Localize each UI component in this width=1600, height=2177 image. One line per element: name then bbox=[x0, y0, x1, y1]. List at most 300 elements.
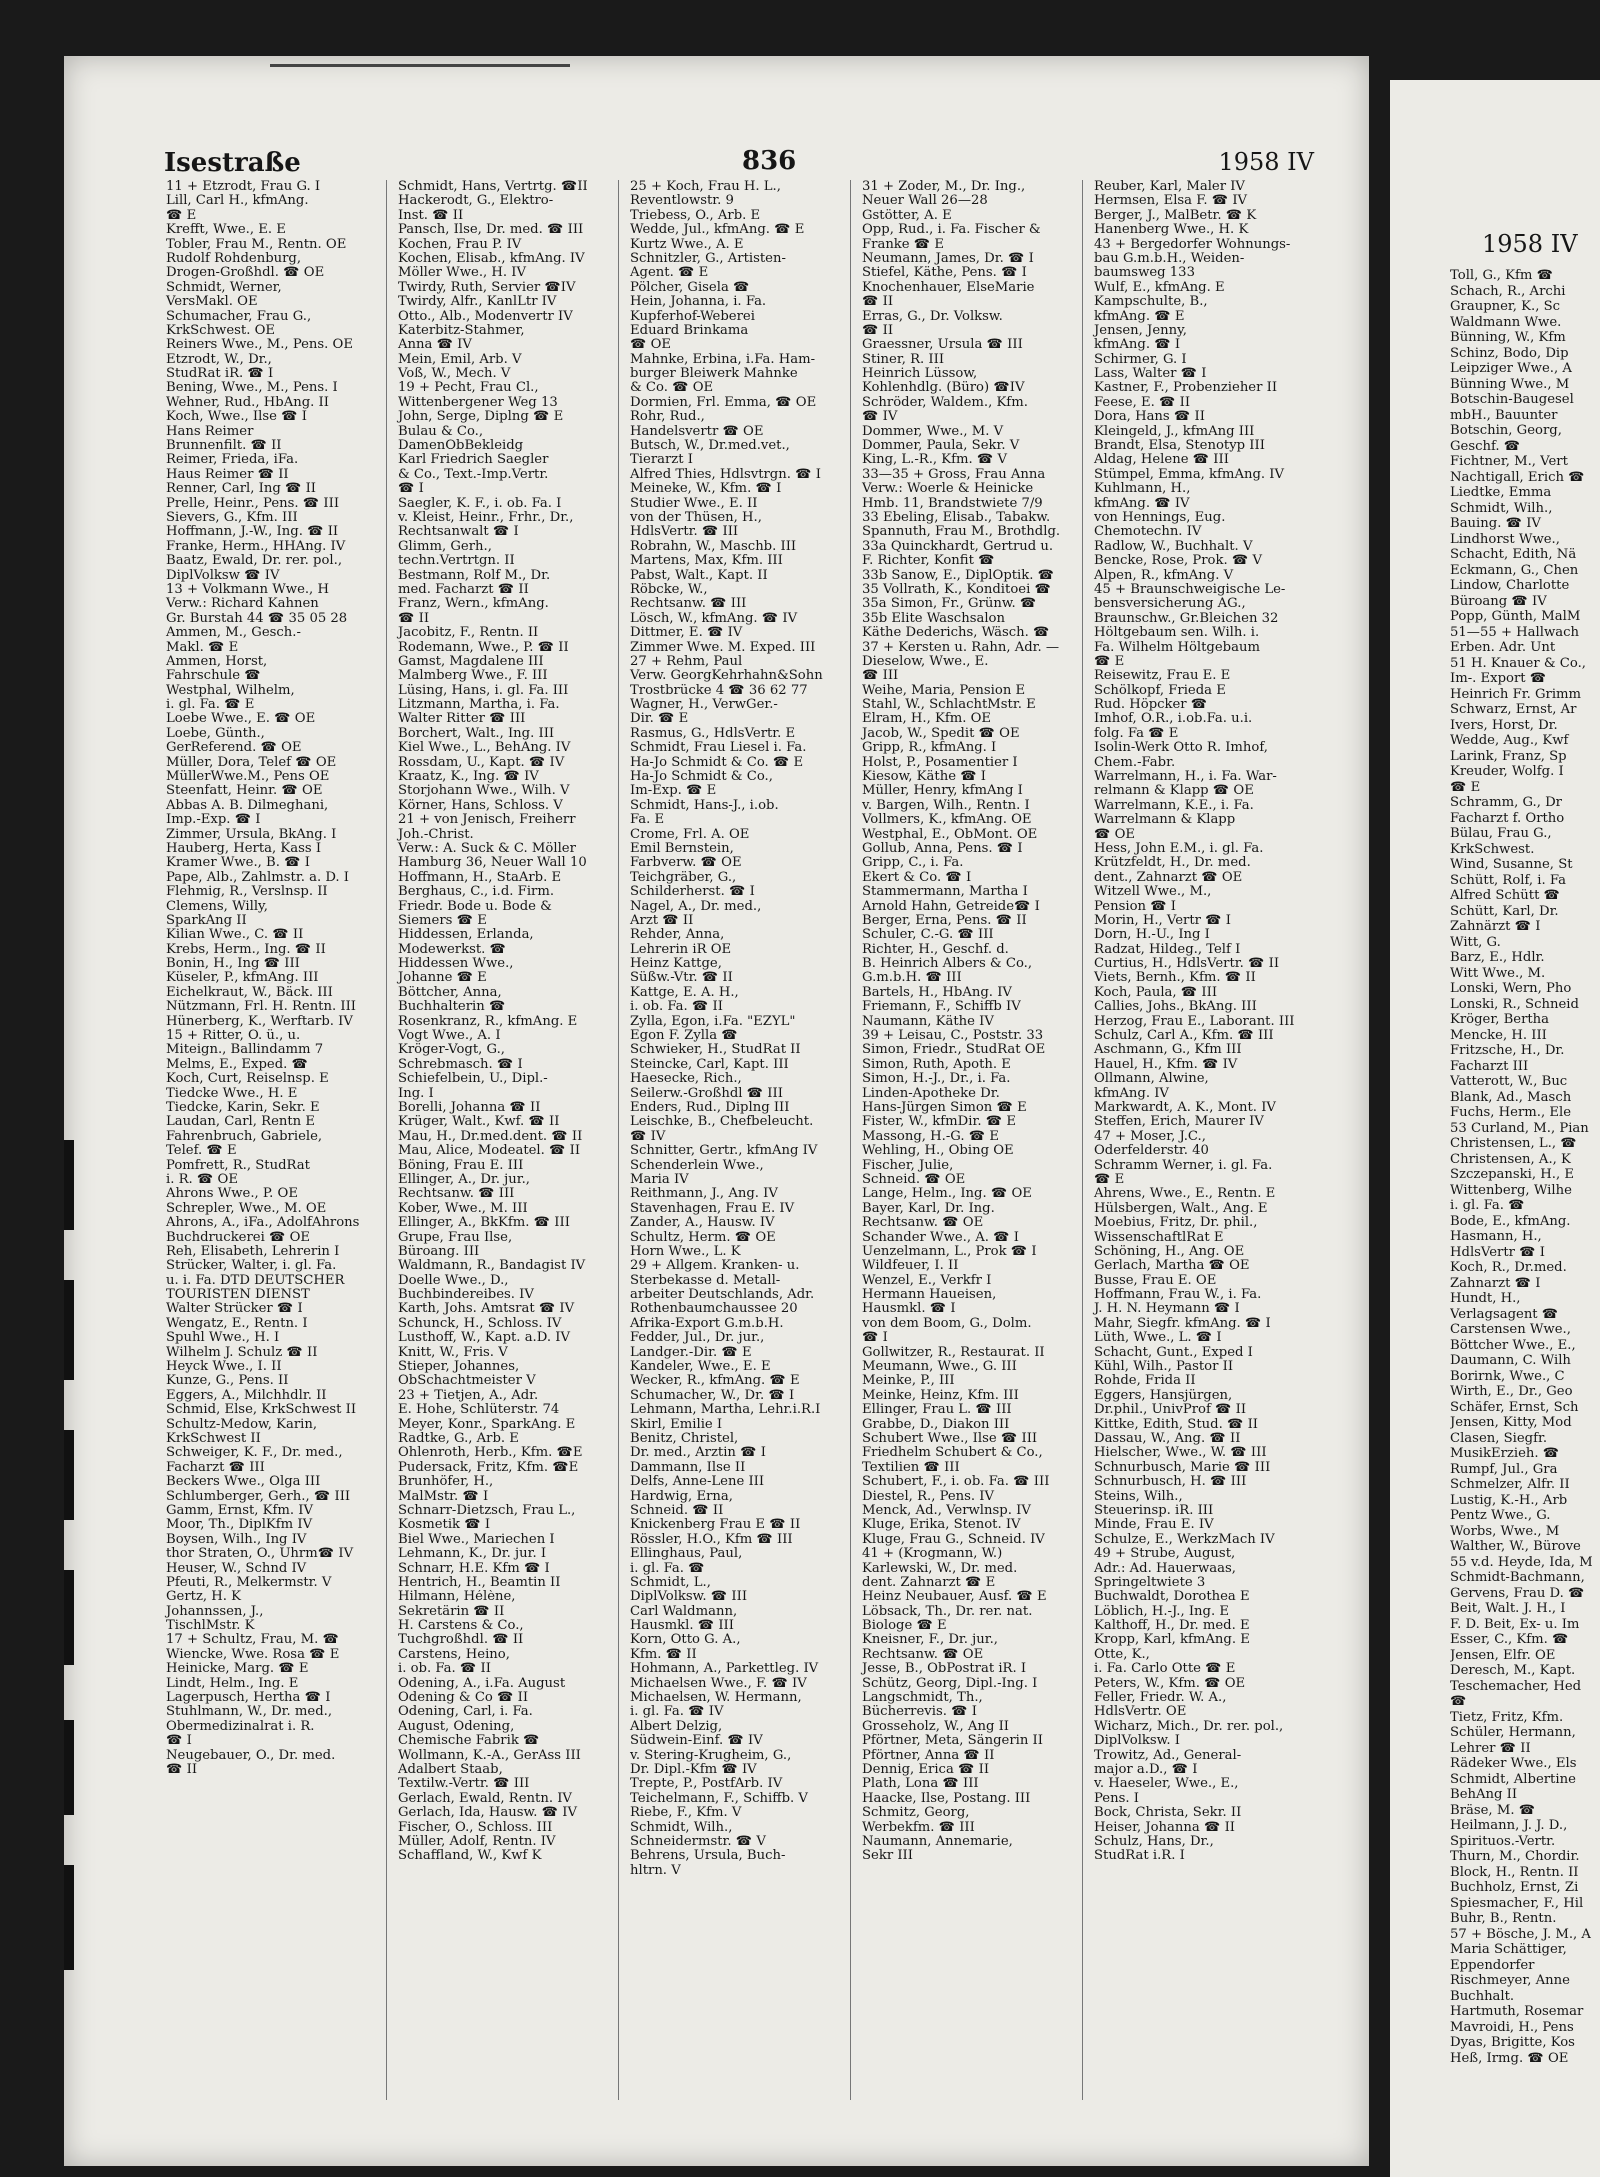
directory-entry: Steincke, Carl, Kapt. III bbox=[630, 1057, 789, 1072]
directory-entry: Pomfrett, R., StudRat bbox=[166, 1158, 310, 1173]
directory-entry: Stümpel, Emma, kfmAng. IV bbox=[1094, 467, 1285, 482]
directory-entry: Lehmann, Martha, Lehr.i.R.I bbox=[630, 1403, 821, 1418]
directory-entry: Heinrich Lüssow, bbox=[862, 367, 978, 382]
directory-entry: Jensen, Kitty, Mod bbox=[1450, 1415, 1572, 1430]
directory-entry: Stavenhagen, Frau E. IV bbox=[630, 1201, 795, 1216]
directory-entry: Kastner, F., Probenzieher II bbox=[1094, 381, 1278, 396]
directory-entry: Alfred Thies, Hdlsvtrgn. ☎ I bbox=[630, 467, 821, 482]
directory-entry: Südwein-Einf. ☎ IV bbox=[630, 1734, 763, 1749]
directory-entry: kfmAng. ☎ IV bbox=[1094, 496, 1190, 511]
directory-entry: Richter, H., Geschf. d. bbox=[862, 942, 1009, 957]
directory-entry: Heinrich Fr. Grimm bbox=[1450, 686, 1582, 702]
directory-entry: Heilmann, J. J. D., bbox=[1450, 1818, 1568, 1833]
directory-entry: Zahnärzt ☎ I bbox=[1450, 919, 1541, 934]
right-page-header: 1958 IV bbox=[1482, 230, 1578, 258]
directory-entry: GerReferend. ☎ OE bbox=[166, 741, 302, 756]
directory-entry: Hartmuth, Rosemar bbox=[1450, 2004, 1584, 2019]
directory-entry: Naumann, Käthe IV bbox=[862, 1014, 994, 1029]
directory-entry: 29 + Allgem. Kranken- u. bbox=[630, 1259, 800, 1274]
directory-entry: Friedr. Bode u. Bode & bbox=[398, 899, 552, 914]
directory-entry: HdlsVertr. ☎ III bbox=[630, 525, 739, 540]
directory-entry: Modewerkst. ☎ bbox=[398, 942, 506, 957]
directory-entry: Aschmann, G., Kfm III bbox=[1094, 1043, 1242, 1058]
directory-entry: DamenObBekleidg bbox=[398, 439, 524, 454]
directory-entry: Höltgebaum sen. Wilh. i. bbox=[1094, 626, 1260, 641]
directory-entry: Schmid, Else, KrkSchwest II bbox=[166, 1403, 357, 1418]
directory-entry: Schubert Wwe., Ilse ☎ III bbox=[862, 1431, 1038, 1446]
directory-entry: Simon, H.-J., Dr., i. Fa. bbox=[862, 1072, 1011, 1087]
directory-entry: Bünning Wwe., M bbox=[1450, 376, 1570, 392]
directory-entry: med. Facharzt ☎ II bbox=[398, 582, 529, 597]
directory-entry: Jacob, W., Spedit ☎ OE bbox=[862, 726, 1020, 741]
directory-entry: Loebe, Günth., bbox=[166, 726, 265, 741]
directory-entry: Kochen, Frau P. IV bbox=[398, 237, 522, 252]
directory-entry: Schramm, G., Dr bbox=[1450, 795, 1562, 810]
directory-entry: Hanenberg Wwe., H. K bbox=[1094, 223, 1249, 238]
directory-entry: Heinz Kattge, bbox=[630, 957, 722, 972]
directory-entry: Schneid. ☎ OE bbox=[862, 1172, 966, 1187]
directory-entry: Reisewitz, Frau E. E bbox=[1094, 669, 1231, 684]
directory-entry: Mavroidi, H., Pens bbox=[1450, 2019, 1574, 2035]
directory-entry: Hein, Johanna, i. Fa. bbox=[630, 295, 767, 310]
directory-entry: Küseler, P., kfmAng. III bbox=[166, 971, 319, 986]
directory-entry: Boysen, Wilh., Ing IV bbox=[166, 1532, 307, 1547]
directory-entry: 49 + Strube, August, bbox=[1094, 1547, 1236, 1562]
directory-entry: Schlumberger, Gerh., ☎ III bbox=[166, 1489, 351, 1504]
directory-entry: Loebe Wwe., E. ☎ OE bbox=[166, 712, 316, 727]
directory-entry: Bestmann, Rolf M., Dr. bbox=[398, 568, 551, 583]
directory-entry: Schiefelbein, U., Dipl.- bbox=[398, 1072, 548, 1087]
directory-entry: Wittenberg, Wilhe bbox=[1450, 1182, 1572, 1198]
directory-entry: Schnurbusch, Marie ☎ III bbox=[1094, 1460, 1271, 1475]
directory-entry: Verlagsagent ☎ bbox=[1450, 1306, 1559, 1322]
directory-entry: Neuer Wall 26—28 bbox=[862, 194, 988, 209]
column-3 bbox=[628, 180, 851, 2100]
directory-entry: Reuber, Karl, Maler IV bbox=[1094, 180, 1245, 194]
directory-entry: Schnurbusch, H. ☎ III bbox=[1094, 1475, 1247, 1490]
directory-entry: Wind, Susanne, St bbox=[1450, 857, 1573, 872]
directory-entry: Odening, A., i.Fa. August bbox=[398, 1676, 566, 1691]
directory-entry: H. Carstens & Co., bbox=[398, 1619, 524, 1634]
directory-entry: Zimmer, Ursula, BkAng. I bbox=[166, 827, 337, 842]
directory-entry: Vollmers, K., kfmAng. OE bbox=[862, 813, 1032, 828]
directory-entry: Schmitz, Georg, bbox=[862, 1806, 970, 1821]
directory-entry: Witzell Wwe., M., bbox=[1094, 885, 1212, 900]
directory-entry: Pansch, Ilse, Dr. med. ☎ III bbox=[398, 223, 584, 238]
directory-entry: 33—35 + Gross, Frau Anna bbox=[862, 467, 1046, 482]
directory-entry: i. ob. Fa. ☎ II bbox=[398, 1662, 491, 1677]
directory-entry: i. gl. Fa. ☎ E bbox=[166, 698, 255, 713]
directory-entry: Karl Friedrich Saegler bbox=[398, 453, 549, 468]
directory-entry: 35 Vollrath, K., Konditoei ☎ bbox=[862, 582, 1051, 597]
directory-entry: Eppendorfer bbox=[1450, 1957, 1535, 1973]
directory-entry: Kropp, Karl, kfmAng. E bbox=[1094, 1633, 1250, 1648]
directory-entry: v. Bargen, Wilh., Rentn. I bbox=[862, 798, 1030, 813]
directory-entry: Karlewski, W., Dr. med. bbox=[862, 1561, 1018, 1576]
directory-entry: 55 v.d. Heyde, Ida, M bbox=[1450, 1554, 1593, 1570]
directory-entry: Eduard Brinkama bbox=[630, 323, 749, 338]
directory-entry: F. Richter, Konfit ☎ bbox=[862, 554, 995, 569]
directory-entry: Im-Exp. ☎ E bbox=[630, 784, 717, 799]
directory-entry: Christensen, L., ☎ bbox=[1450, 1136, 1577, 1151]
directory-entry: Buhr, B., Rentn. bbox=[1450, 1911, 1557, 1926]
directory-entry: Kleingeld, J., kfmAng III bbox=[1094, 424, 1255, 439]
directory-entry: ☎ I bbox=[166, 1734, 192, 1749]
directory-entry: Reventlowstr. 9 bbox=[630, 194, 734, 209]
directory-entry: Verw. GeorgKehrhahn&Sohn bbox=[630, 669, 823, 684]
directory-entry: Afrika-Export G.m.b.H. bbox=[630, 1316, 784, 1331]
directory-entry: Rechtsanw. ☎ III bbox=[398, 1187, 515, 1202]
top-rule bbox=[270, 64, 570, 67]
directory-entry: Westphal, Wilhelm, bbox=[166, 683, 295, 698]
directory-entry: Sekretärin ☎ II bbox=[398, 1604, 505, 1619]
directory-entry: Hoffmann, J.-W., Ing. ☎ II bbox=[166, 525, 339, 540]
right-page bbox=[1390, 80, 1600, 2177]
directory-entry: u. i. Fa. DTD DEUTSCHER bbox=[166, 1273, 345, 1288]
directory-entry: Schmidt, Albertine bbox=[1450, 1771, 1576, 1787]
directory-entry: Kröger, Bertha bbox=[1450, 1012, 1550, 1027]
directory-entry: Textilien ☎ III bbox=[862, 1460, 960, 1475]
directory-entry: Textilw.-Vertr. ☎ III bbox=[398, 1777, 530, 1792]
directory-entry: Drogen-Großhdl. ☎ OE bbox=[166, 266, 325, 281]
directory-entry: Otto., Alb., Modenvertr IV bbox=[398, 309, 573, 324]
directory-entry: ☎ E bbox=[1094, 1172, 1125, 1187]
directory-entry: Stiner, R. III bbox=[862, 352, 945, 367]
directory-entry: Beckers Wwe., Olga III bbox=[166, 1475, 321, 1490]
directory-entry: Steins, Wilh., bbox=[1094, 1489, 1183, 1504]
directory-entry: Meinke, Heinz, Kfm. III bbox=[862, 1388, 1019, 1403]
directory-entry: Schubert, F., i. ob. Fa. ☎ III bbox=[862, 1475, 1050, 1490]
directory-entry: Hiddessen, Erlanda, bbox=[398, 928, 534, 943]
directory-entry: Schramm Werner, i. gl. Fa. bbox=[1094, 1158, 1273, 1173]
directory-entry: Bülau, Frau G., bbox=[1450, 826, 1552, 841]
directory-entry: Chemotechn. IV bbox=[1094, 525, 1202, 540]
directory-entry: Riebe, F., Kfm. V bbox=[630, 1806, 742, 1821]
directory-entry: i. gl. Fa. ☎ bbox=[1450, 1198, 1525, 1213]
directory-entry: Böning, Frau E. III bbox=[398, 1158, 524, 1173]
directory-entry: Kober, Wwe., M. III bbox=[398, 1201, 528, 1216]
directory-entry: J. H. N. Heymann ☎ I bbox=[1094, 1302, 1240, 1317]
directory-entry: Werbekfm. ☎ III bbox=[862, 1820, 975, 1835]
directory-entry: KrkSchwest II bbox=[166, 1431, 261, 1446]
directory-entry: Stiefel, Käthe, Pens. ☎ I bbox=[862, 266, 1027, 281]
directory-entry: Gstötter, A. E bbox=[862, 208, 952, 223]
directory-entry: TischlMstr. K bbox=[166, 1619, 255, 1634]
directory-entry: Schmidt, Frau Liesel i. Fa. bbox=[630, 741, 807, 756]
directory-entry: Walter Strücker ☎ I bbox=[166, 1302, 303, 1317]
directory-entry: Botschin-Baugesel bbox=[1450, 392, 1574, 407]
directory-entry: Imp.-Exp. ☎ I bbox=[166, 813, 261, 828]
directory-entry: ObSchachtmeister V bbox=[398, 1374, 536, 1389]
directory-entry: Koch, Wwe., Ilse ☎ I bbox=[166, 410, 307, 425]
directory-entry: bau G.m.b.H., Weiden- bbox=[1094, 251, 1245, 266]
directory-entry: Katerbitz-Stahmer, bbox=[398, 323, 525, 338]
directory-entry: 31 + Zoder, M., Dr. Ing., bbox=[862, 180, 1026, 194]
directory-entry: KrkSchwest. bbox=[1450, 841, 1535, 857]
directory-entry: Pölcher, Gisela ☎ bbox=[630, 280, 750, 295]
directory-entry: Zimmer Wwe. M. Exped. III bbox=[630, 640, 816, 655]
directory-entry: Buchhalt. bbox=[1450, 1988, 1515, 2004]
directory-entry: Wengatz, E., Rentn. I bbox=[166, 1316, 308, 1331]
directory-entry: Fichtner, M., Vert bbox=[1450, 454, 1568, 469]
directory-entry: Etzrodt, W., Dr., bbox=[166, 352, 272, 367]
directory-entry: Haesecke, Rich., bbox=[630, 1072, 742, 1087]
directory-entry: Pens. I bbox=[1094, 1791, 1139, 1806]
directory-entry: Nützmann, Frl. H. Rentn. III bbox=[166, 1000, 356, 1015]
directory-entry: Bücherrevis. ☎ I bbox=[862, 1705, 977, 1720]
directory-entry: Seilerw.-Großhdl ☎ III bbox=[630, 1086, 783, 1101]
directory-entry: Dorn, H.-U., Ing I bbox=[1094, 928, 1210, 943]
directory-entry: ☎ II bbox=[166, 1762, 198, 1777]
directory-entry: Ollmann, Alwine, bbox=[1094, 1072, 1209, 1087]
directory-entry: Wedde, Aug., Kwf bbox=[1450, 733, 1569, 748]
directory-entry: 33b Sanow, E., DiplOptik. ☎ bbox=[862, 568, 1055, 583]
directory-entry: Schultz, Herm. ☎ OE bbox=[630, 1230, 776, 1245]
directory-entry: Carstensen Wwe., bbox=[1450, 1322, 1571, 1337]
directory-entry: techn.Vertrtgn. II bbox=[398, 554, 515, 569]
directory-entry: Graupner, K., Sc bbox=[1450, 299, 1561, 314]
directory-entry: Eichelkraut, W., Bäck. III bbox=[166, 985, 333, 1000]
directory-entry: Hohmann, A., Parkettleg. IV bbox=[630, 1662, 819, 1677]
directory-entry: Wehner, Rud., HbAng. II bbox=[166, 395, 329, 410]
directory-entry: Bartels, H., HbAng. IV bbox=[862, 985, 1012, 1000]
directory-entry: Wicharz, Mich., Dr. rer. pol., bbox=[1094, 1719, 1284, 1734]
directory-entry: Minde, Frau E. IV bbox=[1094, 1518, 1214, 1533]
directory-entry: ☎ OE bbox=[1094, 827, 1136, 842]
directory-entry: Krüger, Walt., Kwf. ☎ II bbox=[398, 1115, 560, 1130]
directory-entry: Hilmann, Hélène, bbox=[398, 1590, 516, 1605]
directory-entry: Bayer, Karl, Dr. Ing. bbox=[862, 1201, 995, 1216]
directory-entry: KrkSchwest. OE bbox=[166, 323, 276, 338]
directory-entry: Robrahn, W., Maschb. III bbox=[630, 539, 797, 554]
directory-entry: Blank, Ad., Masch bbox=[1450, 1089, 1572, 1105]
directory-entry: Wildfeuer, I. II bbox=[862, 1259, 959, 1274]
directory-entry: Rechtsanw. ☎ OE bbox=[862, 1647, 984, 1662]
directory-entry: Warrelmann, K.E., i. Fa. bbox=[1094, 798, 1254, 813]
directory-entry: Schwarz, Ernst, Ar bbox=[1450, 702, 1577, 717]
directory-entry: Horn Wwe., L. K bbox=[630, 1244, 741, 1259]
directory-entry: Hamburg 36, Neuer Wall 10 bbox=[398, 856, 587, 871]
directory-entry: Friedhelm Schubert & Co., bbox=[862, 1446, 1043, 1461]
directory-entry: Dassau, W., Ang. ☎ II bbox=[1094, 1431, 1241, 1446]
directory-entry: Massong, H.-G. ☎ E bbox=[862, 1129, 1000, 1144]
directory-entry: Miteign., Ballindamm 7 bbox=[166, 1043, 324, 1058]
directory-entry: Pentz Wwe., G. bbox=[1450, 1508, 1551, 1523]
directory-entry: Dormien, Frl. Emma, ☎ OE bbox=[630, 395, 817, 410]
directory-entry: Rössler, H.O., Kfm ☎ III bbox=[630, 1532, 793, 1547]
directory-entry: Süßw.-Vtr. ☎ II bbox=[630, 971, 733, 986]
directory-entry: Kunze, G., Pens. II bbox=[166, 1374, 289, 1389]
directory-entry: Schacht, Edith, Nä bbox=[1450, 547, 1577, 562]
directory-entry: ☎ II bbox=[862, 295, 894, 310]
directory-entry: Müller, Dora, Telef ☎ OE bbox=[166, 755, 337, 770]
directory-entry: StudRat iR. ☎ I bbox=[166, 367, 274, 382]
directory-entry: Kuhlmann, H., bbox=[1094, 482, 1191, 497]
directory-entry: Triebess, O., Arb. E bbox=[630, 208, 761, 223]
directory-entry: Lustig, K.-H., Arb bbox=[1450, 1492, 1568, 1508]
directory-entry: Hauberg, Herta, Kass I bbox=[166, 841, 322, 856]
directory-entry: Rosenkranz, R., kfmAng. E bbox=[398, 1014, 578, 1029]
directory-entry: Korn, Otto G. A., bbox=[630, 1633, 741, 1648]
directory-entry: Wilhelm J. Schulz ☎ II bbox=[166, 1345, 318, 1360]
directory-entry: Haus Reimer ☎ II bbox=[166, 467, 289, 482]
directory-entry: Dir. ☎ E bbox=[630, 712, 689, 727]
directory-entry: Müller, Henry, kfmAng I bbox=[862, 784, 1023, 799]
directory-entry: Behrens, Ursula, Buch- bbox=[630, 1849, 786, 1864]
directory-entry: Michaelsen Wwe., F. ☎ IV bbox=[630, 1676, 807, 1691]
directory-entry: Plath, Lona ☎ III bbox=[862, 1777, 979, 1792]
directory-entry: 39 + Leisau, C., Poststr. 33 bbox=[862, 1029, 1044, 1044]
directory-entry: Kalthoff, H., Dr. med. E bbox=[1094, 1619, 1250, 1634]
directory-entry: Pape, Alb., Zahlmstr. a. D. I bbox=[166, 870, 350, 885]
directory-entry: Twirdy, Alfr., KanlLtr IV bbox=[398, 295, 557, 310]
directory-entry: Maria Schättiger, bbox=[1450, 1942, 1567, 1957]
directory-entry: Büroang ☎ IV bbox=[1450, 593, 1547, 609]
directory-entry: Bauing. ☎ IV bbox=[1450, 516, 1541, 531]
directory-entry: Pabst, Walt., Kapt. II bbox=[630, 568, 768, 583]
directory-entry: Schöning, H., Ang. OE bbox=[1094, 1244, 1245, 1259]
directory-entry: Lösch, W., kfmAng. ☎ IV bbox=[630, 611, 798, 626]
directory-entry: Peters, W., Kfm. ☎ OE bbox=[1094, 1676, 1246, 1691]
directory-entry: King, L.-R., Kfm. ☎ V bbox=[862, 453, 1008, 468]
directory-entry: Schaffland, W., Kwf K bbox=[398, 1849, 542, 1864]
directory-entry: Hülsbergen, Walt., Ang. E bbox=[1094, 1201, 1268, 1216]
directory-entry: ☎ I bbox=[398, 482, 424, 497]
directory-entry: Kiesow, Käthe ☎ I bbox=[862, 770, 987, 785]
directory-entry: Borirnk, Wwe., C bbox=[1450, 1368, 1565, 1384]
directory-entry: Schmidt, Hans, Vertrtg. ☎II bbox=[398, 180, 588, 194]
directory-entry: Eggers, A., Milchhdlr. II bbox=[166, 1388, 327, 1403]
directory-entry: Kurtz Wwe., A. E bbox=[630, 237, 744, 252]
directory-entry: Melms, E., Exped. ☎ bbox=[166, 1057, 308, 1072]
directory-entry: Schulz, Carl A., Kfm. ☎ III bbox=[1094, 1029, 1274, 1044]
directory-entry: bensversicherung AG., bbox=[1094, 597, 1246, 612]
directory-entry: Koch, Paula, ☎ III bbox=[1094, 985, 1218, 1000]
directory-entry: TOURISTEN DIENST bbox=[166, 1288, 310, 1303]
directory-entry: Gollwitzer, R., Restaurat. II bbox=[862, 1345, 1045, 1360]
directory-entry: Dommer, Paula, Sekr. V bbox=[862, 439, 1020, 454]
directory-entry: Schüler, Hermann, bbox=[1450, 1725, 1576, 1740]
directory-entry: Neumann, James, Dr. ☎ I bbox=[862, 251, 1034, 266]
directory-entry: Eggers, Hansjürgen, bbox=[1094, 1388, 1233, 1403]
directory-entry: ☎ OE bbox=[630, 338, 672, 353]
directory-entry: 11 + Etzrodt, Frau G. I bbox=[166, 180, 321, 194]
directory-entry: Schultz-Medow, Karin, bbox=[166, 1417, 318, 1432]
directory-entry: Fister, W., kfmDir. ☎ E bbox=[862, 1115, 1016, 1130]
directory-entry: Schumacher, Frau G., bbox=[166, 309, 312, 324]
directory-entry: Wulf, E., kfmAng. E bbox=[1094, 280, 1225, 295]
directory-entry: Michaelsen, W. Hermann, bbox=[630, 1691, 802, 1706]
directory-entry: Lange, Helm., Ing. ☎ OE bbox=[862, 1187, 1032, 1202]
directory-entry: Weihe, Maria, Pension E bbox=[862, 683, 1026, 698]
directory-entry: Bode, E., kfmAng. bbox=[1450, 1213, 1571, 1229]
directory-entry: Jacobitz, F., Rentn. II bbox=[398, 626, 539, 641]
directory-entry: Lindt, Helm., Ing. E bbox=[166, 1676, 299, 1691]
directory-entry: v. Stering-Krugheim, G., bbox=[630, 1748, 792, 1763]
directory-entry: Adr.: Ad. Hauerwaas, bbox=[1094, 1561, 1236, 1576]
directory-entry: Carl Waldmann, bbox=[630, 1604, 738, 1619]
directory-entry: Im-. Export ☎ bbox=[1450, 671, 1547, 686]
directory-entry: Jesse, B., ObPostrat iR. I bbox=[862, 1662, 1027, 1677]
directory-entry: Odening & Co ☎ II bbox=[398, 1691, 529, 1706]
directory-entry: Graessner, Ursula ☎ III bbox=[862, 338, 1023, 353]
directory-entry: Holst, P., Posamentier I bbox=[862, 755, 1018, 770]
directory-entry: Schweiger, K. F., Dr. med., bbox=[166, 1446, 343, 1461]
directory-entry: Böttcher, Anna, bbox=[398, 985, 502, 1000]
directory-entry: Heyck Wwe., I. II bbox=[166, 1360, 282, 1375]
directory-entry: Ekert & Co. ☎ I bbox=[862, 870, 972, 885]
year-volume: 1958 IV bbox=[1218, 148, 1314, 176]
street-name: Isestraße bbox=[164, 148, 301, 178]
directory-entry: i. ob. Fa. ☎ II bbox=[630, 1000, 723, 1015]
directory-entry: Schander Wwe., A. ☎ I bbox=[862, 1230, 1019, 1245]
directory-entry: mbH., Bauunter bbox=[1450, 407, 1558, 423]
directory-entry: Wirth, E., Dr., Geo bbox=[1450, 1384, 1573, 1399]
directory-entry: Pförtner, Meta, Sängerin II bbox=[862, 1734, 1043, 1749]
directory-entry: Hermann Haueisen, bbox=[862, 1288, 997, 1303]
directory-entry: Pfeuti, R., Melkermstr. V bbox=[166, 1575, 332, 1590]
directory-entry: Ammen, Horst, bbox=[166, 654, 268, 669]
directory-entry: Fischer, O., Schloss. III bbox=[398, 1820, 553, 1835]
directory-entry: Facharzt III bbox=[1450, 1058, 1529, 1074]
directory-entry: SparkAng II bbox=[166, 913, 247, 928]
directory-entry: Studier Wwe., E. II bbox=[630, 496, 758, 511]
directory-entry: Gerlach, Ida, Hausw. ☎ IV bbox=[398, 1806, 577, 1821]
directory-columns bbox=[164, 180, 1324, 2100]
directory-entry: Callies, Johs., BkAng. III bbox=[1094, 1000, 1257, 1015]
directory-entry: Wollmann, K.-A., GerAss III bbox=[398, 1748, 581, 1763]
directory-entry: i. Fa. Carlo Otte ☎ E bbox=[1094, 1662, 1236, 1677]
directory-entry: Kosmetik ☎ I bbox=[398, 1518, 491, 1533]
directory-entry: Zahnarzt ☎ I bbox=[1450, 1275, 1541, 1291]
directory-entry: Heiser, Johanna ☎ II bbox=[1094, 1820, 1235, 1835]
directory-entry: Schäfer, Ernst, Sch bbox=[1450, 1399, 1579, 1415]
directory-entry: Landger.-Dir. ☎ E bbox=[630, 1345, 752, 1360]
directory-entry: Malmberg Wwe., F. III bbox=[398, 669, 548, 684]
directory-entry: Ellinger, A., Dr. jur., bbox=[398, 1172, 530, 1187]
directory-entry: Neugebauer, O., Dr. med. bbox=[166, 1748, 336, 1763]
directory-entry: Radtke, G., Arb. E bbox=[398, 1431, 519, 1446]
directory-entry: Farbverw. ☎ OE bbox=[630, 856, 742, 871]
directory-entry: Emil Bernstein, bbox=[630, 841, 734, 856]
directory-entry: Feese, E. ☎ II bbox=[1094, 395, 1191, 410]
directory-entry: Spannuth, Frau M., Brothdlg. bbox=[862, 525, 1061, 540]
directory-entry: Hmb. 11, Brandstwiete 7/9 bbox=[862, 496, 1043, 511]
directory-entry: Schütz, Georg, Dipl.-Ing. I bbox=[862, 1676, 1038, 1691]
directory-entry: Facharzt f. Ortho bbox=[1450, 810, 1565, 826]
directory-entry: Renner, Carl, Ing ☎ II bbox=[166, 482, 316, 497]
directory-entry: StudRat i.R. I bbox=[1094, 1849, 1185, 1864]
directory-entry: Mau, Alice, Modeatel. ☎ II bbox=[398, 1144, 581, 1159]
directory-entry: Herzog, Frau E., Laborant. III bbox=[1094, 1014, 1295, 1029]
directory-entry: Ing. I bbox=[398, 1086, 434, 1101]
directory-entry: Chem.-Fabr. bbox=[1094, 755, 1176, 770]
directory-entry: Gr. Burstah 44 ☎ 35 05 28 bbox=[166, 611, 348, 626]
directory-entry: Lonski, Wern, Pho bbox=[1450, 981, 1572, 996]
directory-entry: Ivers, Horst, Dr. bbox=[1450, 717, 1558, 733]
directory-entry: DiplVolksw. ☎ III bbox=[630, 1590, 748, 1605]
directory-entry: Rechtsanw. ☎ OE bbox=[862, 1216, 984, 1231]
directory-entry: Butsch, W., Dr.med.vet., bbox=[630, 439, 790, 454]
directory-entry: John, Serge, Diplng ☎ E bbox=[398, 410, 564, 425]
directory-entry: Knitt, W., Fris. V bbox=[398, 1345, 508, 1360]
directory-entry: Nagel, A., Dr. med., bbox=[630, 899, 762, 914]
directory-entry: Gerlach, Ewald, Rentn. IV bbox=[398, 1791, 572, 1806]
directory-entry: Doelle Wwe., D., bbox=[398, 1273, 509, 1288]
directory-entry: Hardwig, Erna, bbox=[630, 1489, 733, 1504]
directory-entry: Hauel, H., Kfm. ☎ IV bbox=[1094, 1057, 1238, 1072]
directory-entry: Abbas A. B. Dilmeghani, bbox=[166, 798, 329, 813]
